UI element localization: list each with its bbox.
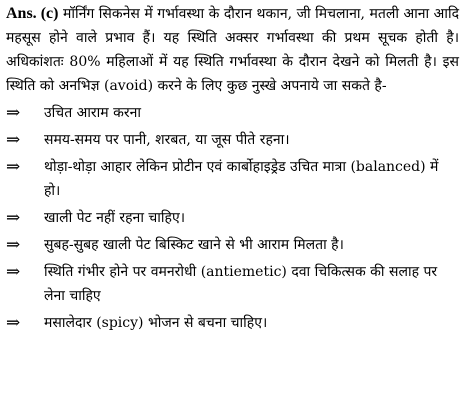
tip-text: खाली पेट नहीं रहना चाहिए। (44, 210, 186, 226)
list-item (6, 206, 459, 230)
list-item (6, 233, 459, 257)
tip-text: मसालेदार (spicy) भोजन से बचना चाहिए। (44, 315, 268, 331)
list-item (6, 311, 459, 335)
tips-list (6, 101, 459, 335)
double-arrow-icon: ⇒ (6, 235, 21, 255)
list-item (6, 155, 459, 203)
double-arrow-icon: ⇒ (6, 157, 21, 177)
answer-text: मॉर्निंग सिकनेस में गर्भावस्था के दौरान थकान, जी मिचलाना, मतली आना आदि महसूस होने वाले प्रभाव हैं। यह स्थिति अक्सर गर्भावस्था की प्रथम सूचक होती है। अधिकांशतः 80% महिलाओं में यह स्थिति गर्भावस्था के दौरान देखने को मिलती है। इस स्थिति को अनभिज्ञ (avoid) करने के लिए कुछ नुस्खे अपनाये जा सकते है- (6, 6, 460, 94)
double-arrow-icon: ⇒ (6, 262, 21, 282)
tip-text: थोड़ा-थोड़ा आहार लेकिन प्रोटीन एवं कार्बोहाइड्रेड उचित मात्रा (balanced) में हो। (44, 159, 439, 199)
list-item (6, 128, 459, 152)
double-arrow-icon: ⇒ (6, 208, 21, 228)
answer-paragraph (6, 2, 459, 98)
double-arrow-icon: ⇒ (6, 103, 21, 123)
tip-text: सुबह-सुबह खाली पेट बिस्किट खाने से भी आराम मिलता है। (44, 237, 344, 253)
double-arrow-icon: ⇒ (6, 313, 21, 333)
tip-text: उचित आराम करना (44, 105, 141, 121)
answer-label: Ans. (c) (6, 5, 59, 22)
double-arrow-icon: ⇒ (6, 130, 21, 150)
tip-text: स्थिति गंभीर होने पर वमनरोधी (antiemetic) दवा चिकित्सक की सलाह पर लेना चाहिए (44, 264, 438, 304)
list-item (6, 101, 459, 125)
list-item (6, 260, 459, 308)
tip-text: समय-समय पर पानी, शरबत, या जूस पीते रहना। (44, 132, 290, 148)
